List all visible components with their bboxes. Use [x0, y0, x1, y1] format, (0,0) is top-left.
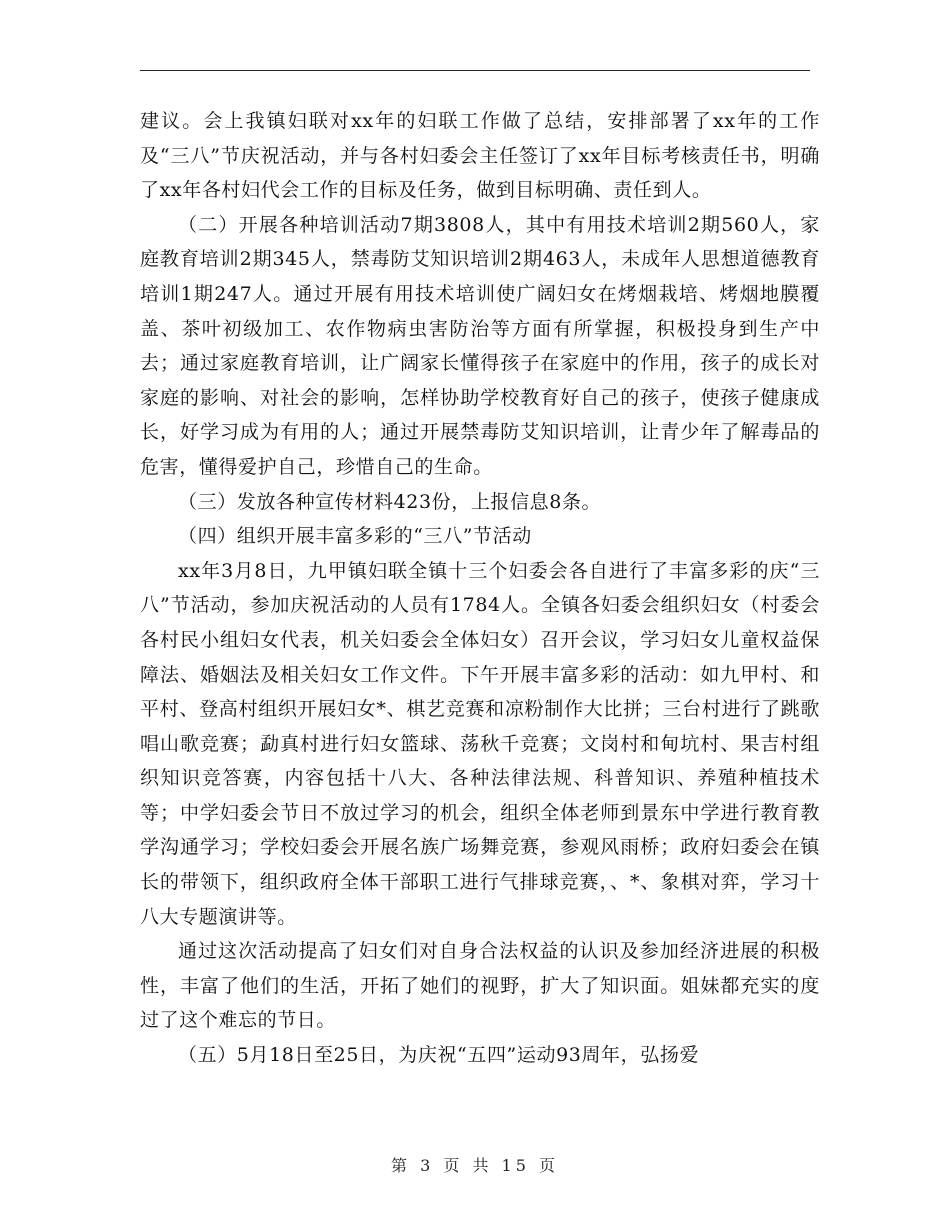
paragraph-2: （二）开展各种培训活动7期3808人，其中有用技术培训2期560人，家庭教育培训2期345人，禁毒防艾知识培训2期463人，未成年人思想道德教育培训1期247人。通过开展有用技术培训使广阔妇女在烤烟栽培、烤烟地膜覆盖、茶叶初级加工、农作物病虫害防治等方面有所掌握，积极投身到生产中去；通过家庭教育培训，让广阔家长懂得孩子在家庭中的作用，孩子的成长对家庭的影响、对社会的影响，怎样协助学校教育好自己的孩子，使孩子健康成长，好学习成为有用的人；通过开展禁毒防艾知识培训，让青少年了解毒品的危害，懂得爱护自己，珍惜自己的生命。 — [140, 213, 820, 478]
paragraph-7: （五）5月18日至25日，为庆祝“五四”运动93周年，弘扬爱 — [178, 1044, 700, 1067]
paragraph-4: （四）组织开展丰富多彩的“三八”节活动 — [178, 525, 532, 548]
page-number-footer: 第 3 页 共 15 页 — [391, 1156, 559, 1175]
header-rule — [140, 70, 810, 71]
document-body — [140, 104, 820, 1073]
paragraph-1: 建议。会上我镇妇联对xx年的妇联工作做了总结，安排部署了xx年的工作及“三八”节庆祝活动，并与各村妇委会主任签订了xx年目标考核责任书，明确了xx年各村妇代会工作的目标及任务，做到目标明确、责任到人。 — [140, 110, 820, 202]
paragraph-3: （三）发放各种宣传材料423份，上报信息8条。 — [178, 490, 602, 513]
paragraph-5: xx年3月8日，九甲镇妇联全镇十三个妇委会各自进行了丰富多彩的庆“三八”节活动，参加庆祝活动的人员有1784人。全镇各妇委会组织妇女（村委会各村民小组妇女代表，机关妇委会全体妇女）召开会议，学习妇女儿童权益保障法、婚姻法及相关妇女工作文件。下午开展丰富多彩的活动：如九甲村、和平村、登高村组织开展妇女*、棋艺竞赛和凉粉制作大比拼；三台村进行了跳歌唱山歌竞赛；勐真村进行妇女篮球、荡秋千竞赛；文岗村和甸坑村、果吉村组织知识竞答赛，内容包括十八大、各种法律法规、科普知识、养殖种植技术等；中学妇委会节日不放过学习的机会，组织全体老师到景东中学进行教育教学沟通学习；学校妇委会开展名族广场舞竞赛，参观风雨桥；政府妇委会在镇长的带领下，组织政府全体干部职工进行气排球竞赛，、*、象棋对弈，学习十八大专题演讲等。 — [140, 559, 820, 928]
paragraph-6: 通过这次活动提高了妇女们对自身合法权益的认识及参加经济进展的积极性，丰富了他们的生活，开拓了她们的视野，扩大了知识面。姐妹都充实的度过了这个难忘的节日。 — [140, 940, 820, 1032]
